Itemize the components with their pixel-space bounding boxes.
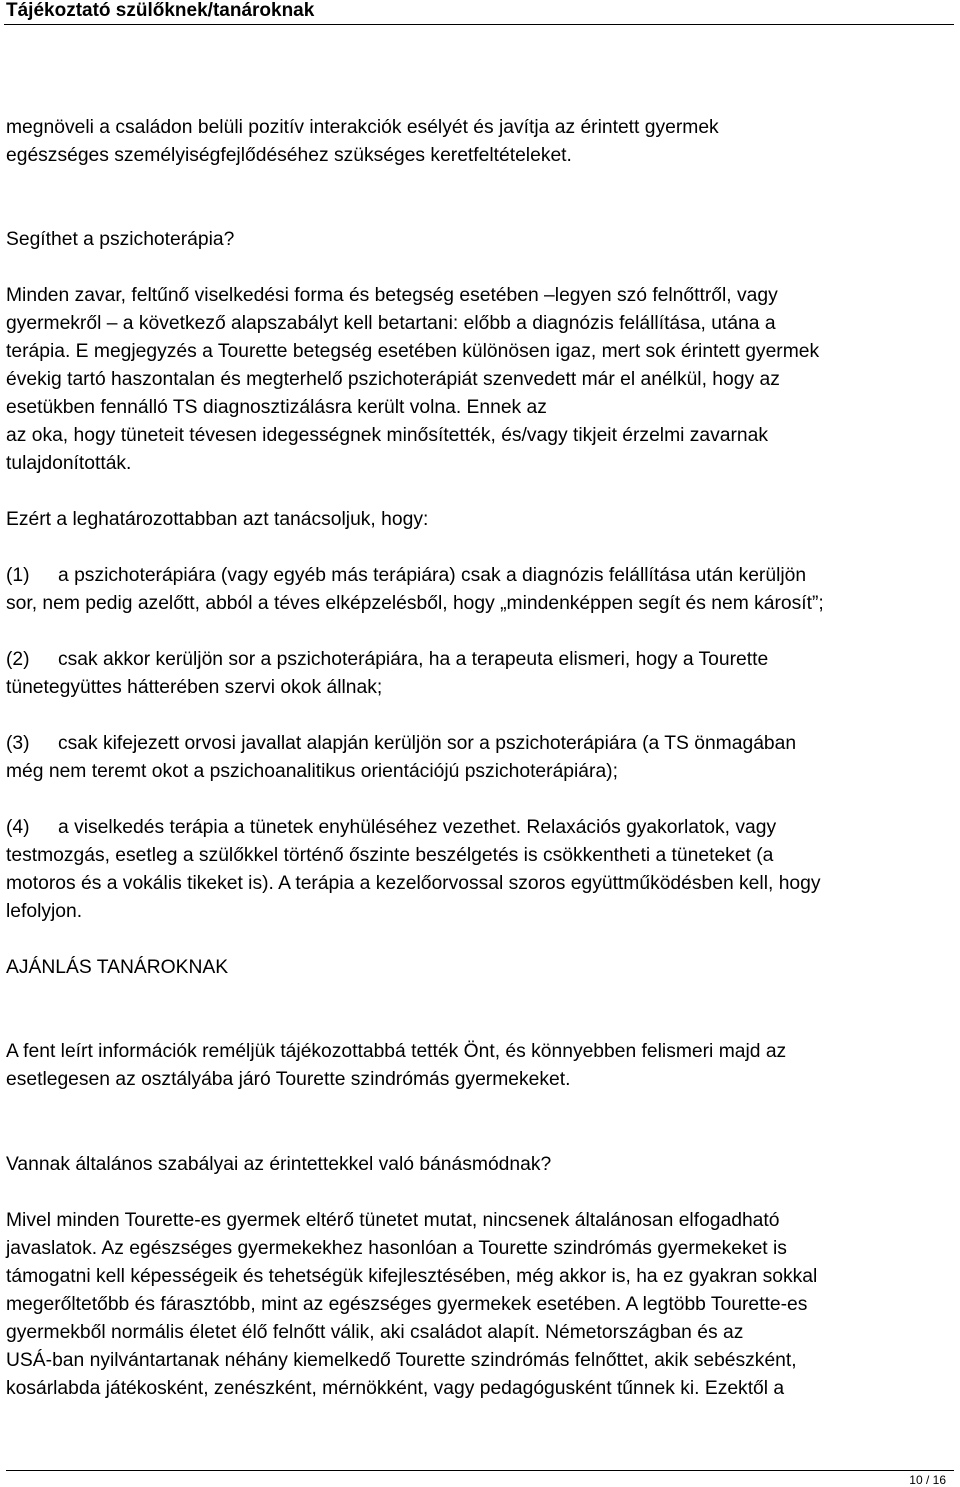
list-item-number: (4) <box>6 817 30 838</box>
paragraph-line: támogatni kell képességeik és tehetségük kifejlesztésében, még akkor is, ha ez gyakran sokkal <box>6 1266 818 1287</box>
paragraph-line: terápia. E megjegyzés a Tourette betegség esetében különösen igaz, mert sok érintett gyermek <box>6 341 820 362</box>
paragraph-line: gyermekből normális életet élő felnőtt válik, aki családot alapít. Németországban és az <box>6 1322 744 1343</box>
list-item <box>6 817 776 839</box>
list-item <box>6 649 768 671</box>
list-item-text: a pszichoterápiára (vagy egyéb más terápiára) csak a diagnózis felállítása után kerüljön <box>58 565 807 586</box>
paragraph-line: kosárlabda játékosként, zenészként, mérnökként, vagy pedagógusként tűnnek ki. Ezektől a <box>6 1378 785 1399</box>
paragraph-line: gyermekről – a következő alapszabályt kell betartani: előbb a diagnózis felállítása, utána a <box>6 313 776 334</box>
list-item <box>6 565 806 587</box>
paragraph-line: évekig tartó haszontalan és megterhelő pszichoterápiát szenvedett már el anélkül, hogy az <box>6 369 780 390</box>
footer-divider <box>6 1470 954 1471</box>
list-item-text: a viselkedés terápia a tünetek enyhüléséhez vezethet. Relaxációs gyakorlatok, vagy <box>58 817 777 838</box>
document-title: Tájékoztató szülőknek/tanároknak <box>6 0 315 21</box>
page-number: 10 / 16 <box>909 1473 946 1487</box>
header-divider <box>4 24 954 25</box>
paragraph-line: A fent leírt információk reméljük tájékozottabbá tették Önt, és könnyebben felismeri majd az <box>6 1041 787 1062</box>
list-item-text: csak akkor kerüljön sor a pszichoterápiára, ha a terapeuta elismeri, hogy a Tourette <box>58 649 769 670</box>
list-item <box>6 733 796 755</box>
list-item-continuation: motoros és a vokális tikeket is). A terápia a kezelőorvossal szoros együttműködésben kell, hogy <box>6 873 821 894</box>
paragraph-line: megnöveli a családon belüli pozitív interakciók esélyét és javítja az érintett gyermek <box>6 117 719 138</box>
paragraph-line: tulajdonították. <box>6 453 132 474</box>
list-item-continuation: tünetegyüttes hátterében szervi okok állnak; <box>6 677 383 698</box>
list-item-continuation: testmozgás, esetleg a szülőkkel történő őszinte beszélgetés is csökkentheti a tüneteket (a <box>6 845 774 866</box>
list-item-continuation: még nem teremt okot a pszichoanalitikus orientációjú pszichoterápiára); <box>6 761 618 782</box>
list-item-number: (1) <box>6 565 30 586</box>
paragraph-line: egészséges személyiségfejlődéséhez szükséges keretfeltételeket. <box>6 145 572 166</box>
list-item-number: (3) <box>6 733 30 754</box>
list-item-continuation: sor, nem pedig azelőtt, abból a téves elképzelésből, hogy „mindenképpen segít és nem károsít”; <box>6 593 824 614</box>
paragraph-line: Ezért a leghatározottabban azt tanácsoljuk, hogy: <box>6 509 429 530</box>
paragraph-line: megerőltetőbb és fárasztóbb, mint az egészséges gyermekek esetében. A legtöbb Tourette-es <box>6 1294 808 1315</box>
list-item-number: (2) <box>6 649 30 670</box>
paragraph-line: javaslatok. Az egészséges gyermekekhez hasonlóan a Tourette szindrómás gyermekeket is <box>6 1238 787 1259</box>
paragraph-line: esetlegesen az osztályába járó Tourette szindrómás gyermekeket. <box>6 1069 571 1090</box>
paragraph-line: Mivel minden Tourette-es gyermek eltérő tünetet mutat, nincsenek általánosan elfogadható <box>6 1210 780 1231</box>
paragraph-line: USÁ-ban nyilvántartanak néhány kiemelkedő Tourette szindrómás felnőttet, akik sebészként, <box>6 1350 797 1371</box>
paragraph-line: Minden zavar, feltűnő viselkedési forma és betegség esetében –legyen szó felnőttről, vagy <box>6 285 778 306</box>
paragraph-line: esetükben fennálló TS diagnosztizálásra került volna. Ennek az <box>6 397 547 418</box>
section-heading: AJÁNLÁS TANÁROKNAK <box>6 957 229 978</box>
section-question: Segíthet a pszichoterápia? <box>6 229 235 250</box>
list-item-text: csak kifejezett orvosi javallat alapján kerüljön sor a pszichoterápiára (a TS önmagában <box>58 733 797 754</box>
paragraph-line: az oka, hogy tüneteit tévesen idegességnek minősítették, és/vagy tikjeit érzelmi zavarnak <box>6 425 769 446</box>
list-item-continuation: lefolyjon. <box>6 901 83 922</box>
section-question: Vannak általános szabályai az érintettekkel való bánásmódnak? <box>6 1154 552 1175</box>
